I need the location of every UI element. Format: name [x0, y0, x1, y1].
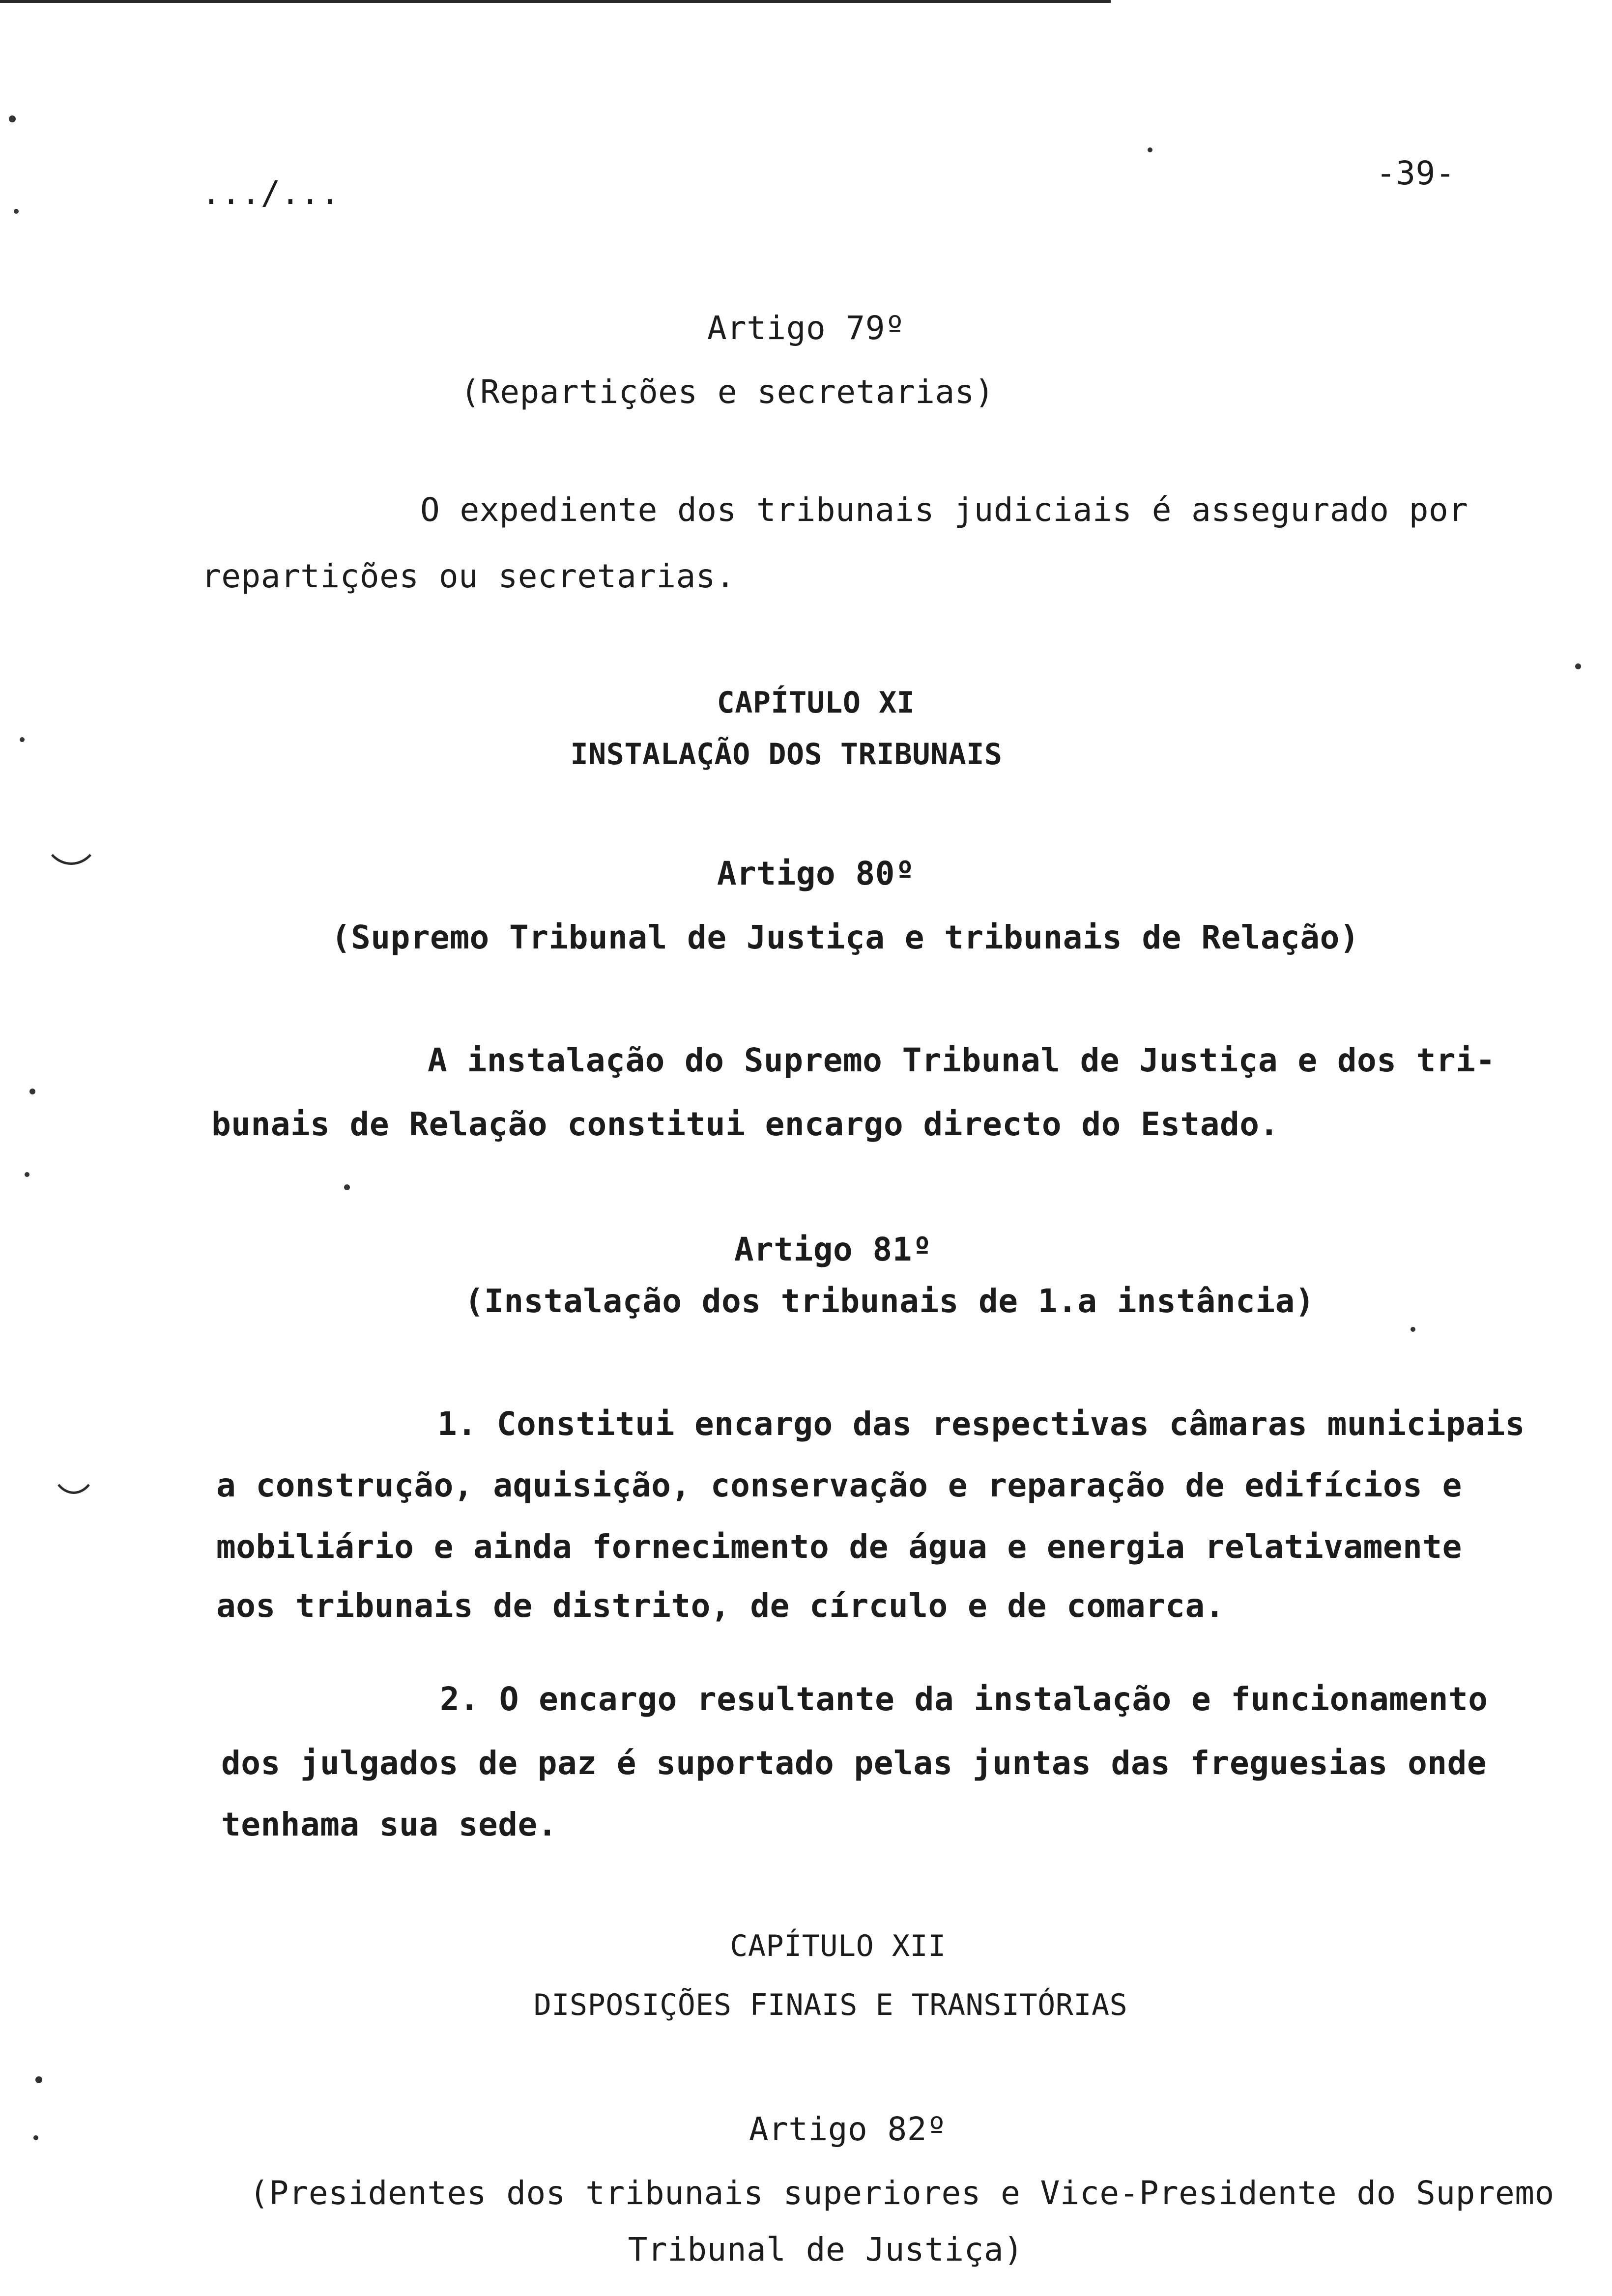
article-81-paragraph-line: 1. Constitui encargo das respectivas câmaras municipais	[437, 1405, 1525, 1443]
scan-mark	[42, 796, 101, 865]
article-79-subtitle: (Repartições e secretarias)	[460, 373, 995, 411]
scan-mark	[49, 1425, 98, 1494]
article-79-body-line: repartições ou secretarias.	[202, 557, 736, 595]
scan-speck	[1148, 147, 1152, 152]
chapter-11-title: CAPÍTULO XI	[717, 686, 915, 720]
article-81-paragraph-line: mobiliário e ainda fornecimento de água e energia relativamente	[216, 1528, 1462, 1566]
article-79-title: Artigo 79º	[707, 309, 905, 347]
article-80-body-line: A instalação do Supremo Tribunal de Justiça e dos tri-	[428, 1041, 1496, 1079]
article-80-title: Artigo 80º	[717, 855, 915, 892]
article-82-subtitle-line: Tribunal de Justiça)	[628, 2231, 1024, 2268]
chapter-12-subtitle: DISPOSIÇÕES FINAIS E TRANSITÓRIAS	[533, 1988, 1128, 2022]
article-81-title: Artigo 81º	[734, 1231, 932, 1268]
scan-speck	[29, 1089, 35, 1094]
chapter-12-title: CAPÍTULO XII	[730, 1929, 946, 1963]
page-number: -39-	[1376, 154, 1455, 192]
scan-speck	[1410, 1327, 1415, 1332]
article-82-title: Artigo 82º	[748, 2110, 947, 2148]
scan-speck	[33, 2135, 38, 2140]
scan-speck	[25, 1172, 29, 1177]
article-81-paragraph-line: aos tribunais de distrito, de círculo e de comarca.	[216, 1587, 1225, 1625]
article-81-paragraph-line: 2. O encargo resultante da instalação e funcionamento	[440, 1680, 1488, 1718]
scan-speck	[35, 2076, 42, 2083]
article-79-body-line: O expediente dos tribunais judiciais é assegurado por	[420, 491, 1468, 529]
top-rule	[0, 0, 1111, 3]
scan-speck	[14, 209, 19, 214]
article-81-paragraph-line: a construção, aquisição, conservação e reparação de edifícios e	[216, 1466, 1462, 1504]
scan-speck	[1575, 663, 1581, 669]
continuation-marker: .../...	[202, 174, 340, 212]
article-82-subtitle-line: (Presidentes dos tribunais superiores e Vice-Presidente do Supremo	[249, 2174, 1554, 2212]
article-81-subtitle: (Instalação dos tribunais de 1.a instância)	[464, 1282, 1315, 1320]
article-80-subtitle: (Supremo Tribunal de Justiça e tribunais de Relação)	[331, 918, 1360, 956]
scan-speck	[344, 1184, 350, 1190]
article-81-paragraph-line: dos julgados de paz é suportado pelas juntas das freguesias onde	[221, 1744, 1487, 1782]
chapter-11-subtitle: INSTALAÇÃO DOS TRIBUNAIS	[570, 737, 1003, 772]
article-80-body-line: bunais de Relação constitui encargo directo do Estado.	[211, 1105, 1279, 1143]
scan-speck	[9, 115, 16, 122]
scan-speck	[20, 737, 25, 742]
article-81-paragraph-line: tenhama sua sede.	[221, 1806, 558, 1843]
